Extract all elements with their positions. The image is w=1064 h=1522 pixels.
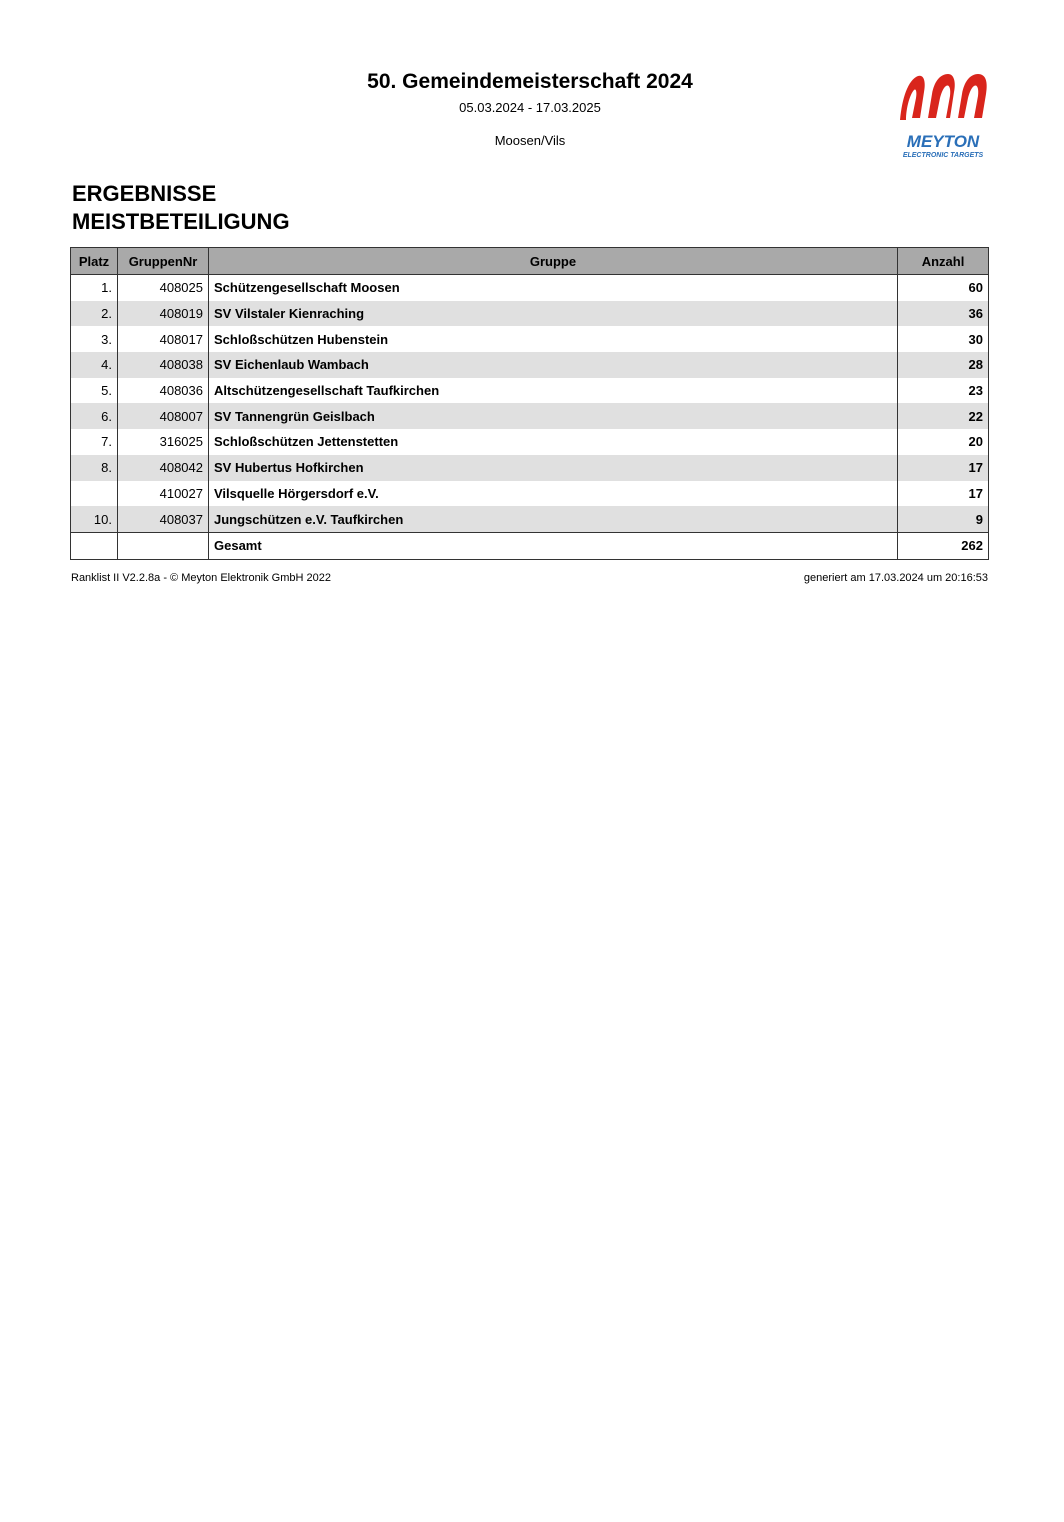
cell-gruppe: SV Tannengrün Geislbach [209, 403, 898, 429]
table-row [71, 403, 989, 429]
cell-gruppe: Schützengesellschaft Moosen [209, 275, 898, 301]
total-value: 262 [898, 532, 989, 559]
cell-gruppe: Altschützengesellschaft Taufkirchen [209, 378, 898, 404]
cell-platz: 4. [71, 352, 118, 378]
column-header-anzahl: Anzahl [898, 248, 989, 275]
meyton-logo [894, 68, 992, 162]
cell-platz: 6. [71, 403, 118, 429]
cell-gruppennr [118, 532, 209, 559]
footer-generated: generiert am 17.03.2024 um 20:16:53 [803, 572, 988, 584]
results-table [70, 247, 989, 560]
cell-platz: 7. [71, 429, 118, 455]
column-header-gruppennr: GruppenNr [118, 248, 209, 275]
cell-anzahl: 28 [898, 352, 989, 378]
cell-gruppennr: 408036 [118, 378, 209, 404]
cell-gruppe: SV Hubertus Hofkirchen [209, 455, 898, 481]
cell-anzahl: 36 [898, 301, 989, 327]
column-header-platz: Platz [71, 248, 118, 275]
table-row [71, 378, 989, 404]
cell-gruppennr: 408025 [118, 275, 209, 301]
footer-copyright: Ranklist II V2.2.8a - © Meyton Elektronik GmbH 2022 [71, 572, 331, 584]
cell-gruppe: SV Eichenlaub Wambach [209, 352, 898, 378]
logo-tagline: ELECTRONIC TARGETS [902, 152, 984, 159]
section-heading-participation: MEISTBETEILIGUNG [72, 209, 290, 234]
date-range: 05.03.2024 - 17.03.2025 [459, 100, 601, 115]
cell-platz: 5. [71, 378, 118, 404]
cell-gruppennr: 408038 [118, 352, 209, 378]
cell-platz: 1. [71, 275, 118, 301]
cell-gruppennr: 408042 [118, 455, 209, 481]
cell-platz: 3. [71, 326, 118, 352]
cell-anzahl: 20 [898, 429, 989, 455]
logo-wordmark: MEYTON [906, 132, 980, 151]
cell-gruppe: Schloßschützen Hubenstein [209, 326, 898, 352]
cell-anzahl: 30 [898, 326, 989, 352]
cell-gruppennr: 316025 [118, 429, 209, 455]
column-header-gruppe: Gruppe [209, 248, 898, 275]
cell-gruppe: SV Vilstaler Kienraching [209, 301, 898, 327]
table-header-row [71, 248, 989, 275]
cell-platz: 2. [71, 301, 118, 327]
cell-anzahl: 22 [898, 403, 989, 429]
table-row [71, 506, 989, 532]
cell-platz: 8. [71, 455, 118, 481]
table-row [71, 455, 989, 481]
cell-gruppe: Schloßschützen Jettenstetten [209, 429, 898, 455]
page-header [0, 0, 1064, 170]
table-row [71, 352, 989, 378]
cell-anzahl: 17 [898, 455, 989, 481]
cell-gruppennr: 408007 [118, 403, 209, 429]
cell-platz [71, 532, 118, 559]
table-row [71, 326, 989, 352]
table-row [71, 481, 989, 507]
total-label: Gesamt [209, 532, 898, 559]
table-row [71, 429, 989, 455]
cell-anzahl: 9 [898, 506, 989, 532]
location: Moosen/Vils [494, 133, 566, 148]
page-title: 50. Gemeindemeisterschaft 2024 [367, 70, 693, 93]
cell-platz: 10. [71, 506, 118, 532]
cell-anzahl: 60 [898, 275, 989, 301]
section-heading-results: ERGEBNISSE [72, 181, 217, 206]
cell-gruppennr: 408017 [118, 326, 209, 352]
total-row [71, 532, 989, 559]
table-row [71, 301, 989, 327]
cell-gruppe: Vilsquelle Hörgersdorf e.V. [209, 481, 898, 507]
cell-anzahl: 23 [898, 378, 989, 404]
cell-gruppe: Jungschützen e.V. Taufkirchen [209, 506, 898, 532]
cell-gruppennr: 408019 [118, 301, 209, 327]
cell-gruppennr: 410027 [118, 481, 209, 507]
cell-platz [71, 481, 118, 507]
cell-gruppennr: 408037 [118, 506, 209, 532]
table-row [71, 275, 989, 301]
cell-anzahl: 17 [898, 481, 989, 507]
